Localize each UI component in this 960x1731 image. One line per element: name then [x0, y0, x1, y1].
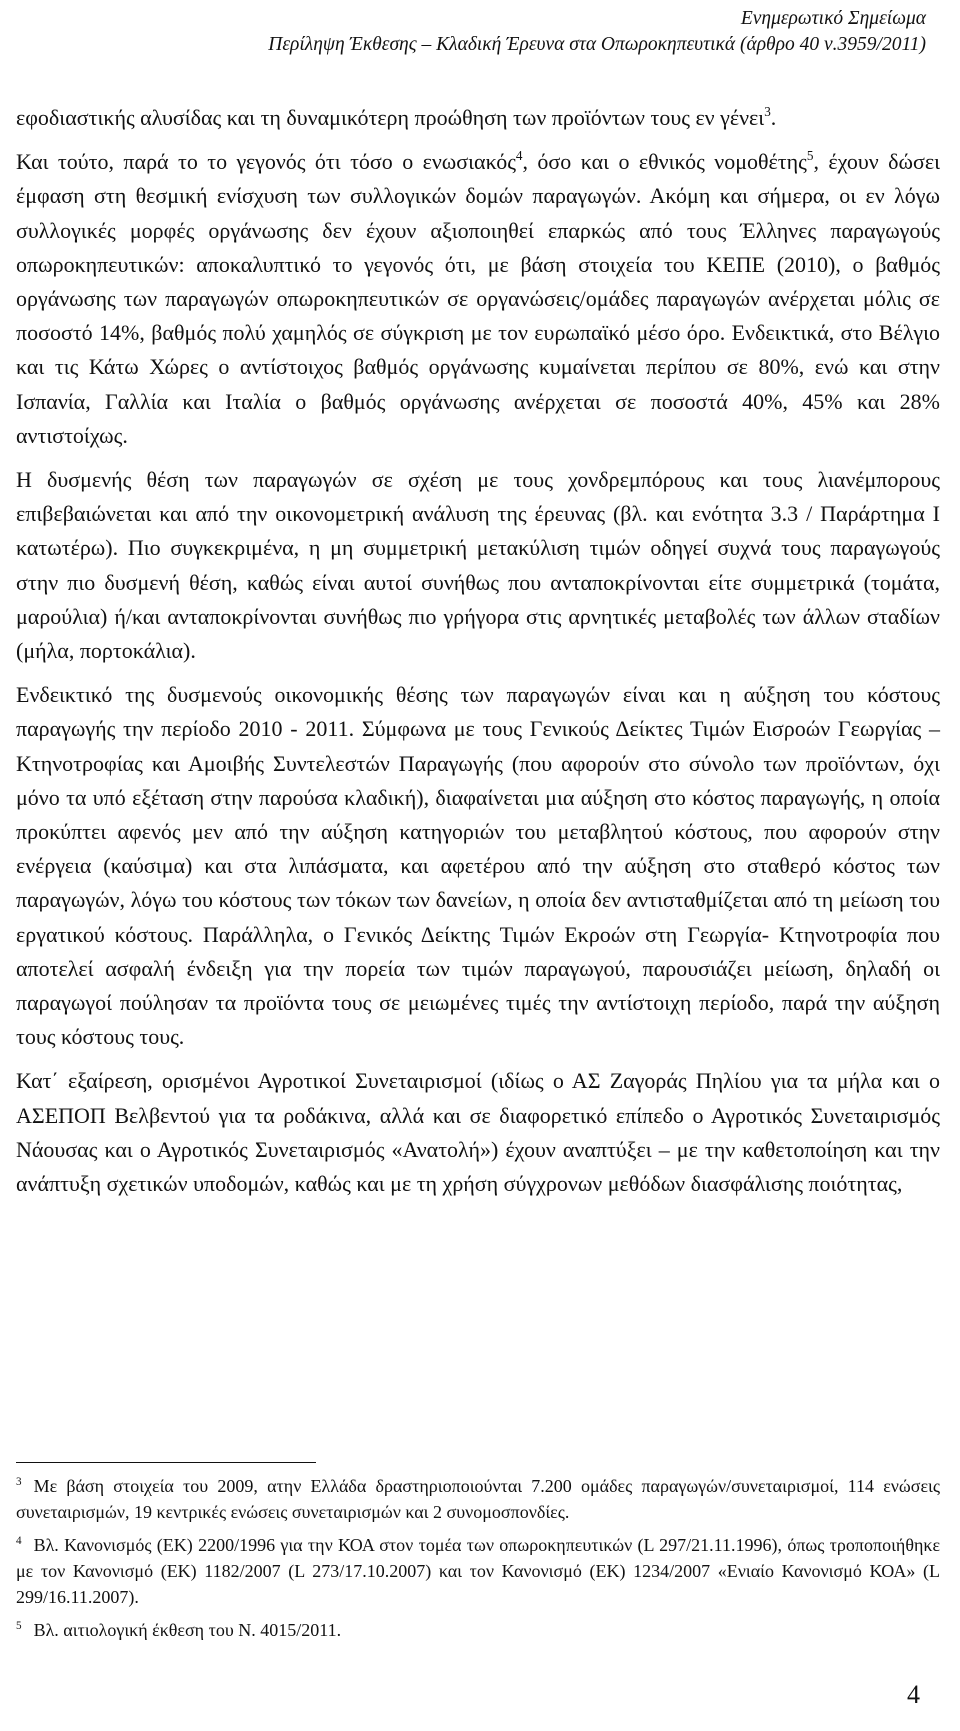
footnote-number: 5 — [16, 1620, 22, 1633]
footnote — [16, 1532, 940, 1610]
footnote-text: Βλ. αιτιολογική έκθεση του Ν. 4015/2011. — [33, 1620, 342, 1640]
running-header — [26, 6, 926, 58]
footnote — [16, 1473, 940, 1525]
paragraph-text: . — [770, 105, 777, 130]
main-text — [16, 101, 940, 1201]
paragraph-text: , όσο και ο εθνικός νομοθέτης — [522, 149, 807, 175]
footnote-ref[interactable]: 3 — [764, 103, 771, 119]
footnote-number: 3 — [16, 1476, 22, 1489]
paragraph: Κατ΄ εξαίρεση, ορισμένοι Αγροτικοί Συνεταιρισμοί (ιδίως ο ΑΣ Ζαγοράς Πηλίου για τα μήλα και ο ΑΣΕΠΟΠ Βελβεντού για τα ροδάκινα, αλλά και σε διαφορετικό επίπεδο ο Αγροτικός Συνεταιρισμός Νάουσας και ο Αγροτικός Συνεταιρισμός «Ανατολή») έχουν αναπτύξει – με την καθετοποίηση και την ανάπτυξη σχετικών υποδομών, καθώς και με τη χρήση σύγχρονων μεθόδων διασφάλισης ποιότητας, — [16, 1068, 940, 1197]
footnotes — [16, 1473, 940, 1650]
footnote-text: Βλ. Κανονισμός (ΕΚ) 2200/1996 για την ΚΟΑ στον τομέα των οπωροκηπευτικών (L 297/21.11.1996), όπως τροποποιήθηκε με τον Κανονισμό (ΕΚ) 1182/2007 (L 273/17.10.2007) και τον Κανονισμό (ΕΚ) 1234/2007 «Ενιαίο Κανονισμό ΚΟΑ» (L 299/16.11.2007). — [16, 1535, 940, 1607]
paragraph: Η δυσμενής θέση των παραγωγών σε σχέση με τους χονδρεμπόρους και τους λιανέμπορους επιβεβαιώνεται και από την οικονομετρική ανάλυση της έρευνας (βλ. και ενότητα 3.3 / Παράρτημα Ι κατωτέρω). Πιο συγκεκριμένα, η μη συμμετρική μετακύλιση τιμών οδηγεί συχνά τους παραγωγούς στην πιο δυσμενή θέση, καθώς είναι αυτοί συνήθως που ανταποκρίνονται είτε συμμετρικά (τομάτα, μαρούλια) ή/και ανταποκρίνονται συνήθως πιο γρήγορα στις αρνητικές μεταβολές των άλλων σταδίων (μήλα, πορτοκάλια). — [16, 467, 940, 664]
footnote-number: 4 — [16, 1535, 22, 1548]
footnote — [16, 1617, 940, 1643]
header-title: Ενημερωτικό Σημείωμα — [740, 8, 926, 29]
footnote-ref[interactable]: 5 — [806, 147, 814, 163]
footnote-ref[interactable]: 4 — [515, 147, 523, 163]
paragraph-text: , έχουν δώσει έμφαση στη θεσμική ενίσχυση των συλλογικών δομών παραγωγών. Ακόμη και σήμερα, οι εν λόγω συλλογικές μορφές οργάνωσης δεν έχουν αξιοποιηθεί επαρκώς από τους Έλληνες παραγωγούς οπωροκηπευτικών: αποκαλυπτικό το γεγονός ότι, με βάση στοιχεία του ΚΕΠΕ (2010), ο βαθμός οργάνωσης των παραγωγών οπωροκηπευτικών σε οργανώσεις/ομάδες παραγωγών ανέρχεται μόλις σε ποσοστό 14%, βαθμός πολύ χαμηλός σε σύγκριση με τον ευρωπαϊκό μέσο όρο. Ενδεικτικά, στο Βέλγιο και τις Κάτω Χώρες ο αντίστοιχος βαθμός οργάνωσης κυμαίνεται περίπου σε 80%, ενώ και στην Ισπανία, Γαλλία και Ιταλία ο βαθμός οργάνωσης ανέρχεται σε ποσοστά 40%, 45% και 28% αντιστοίχως. — [16, 149, 940, 448]
footnote-text: Με βάση στοιχεία του 2009, ατην Ελλάδα δραστηριοποιούνται 7.200 ομάδες παραγωγών/συνεταιρισμοί, 114 ενώσεις συνεταιρισμών, 19 κεντρικές ενώσεις συνεταιρισμών και 2 συνομοσπονδίες. — [16, 1476, 940, 1522]
header-subtitle: Περίληψη Έκθεσης – Κλαδική Έρευνα στα Οπωροκηπευτικά (άρθρο 40 ν.3959/2011) — [268, 34, 926, 55]
paragraph — [16, 101, 940, 135]
page-number: 4 — [907, 1680, 920, 1709]
paragraph: Ενδεικτικό της δυσμενούς οικονομικής θέσης των παραγωγών είναι και η αύξηση του κόστους παραγωγής την περίοδο 2010 - 2011. Σύμφωνα με τους Γενικούς Δείκτες Τιμών Εισροών Γεωργίας – Κτηνοτροφίας και Αμοιβής Συντελεστών Παραγωγής (που αφορούν στο σύνολο των προϊόντων, όχι μόνο τα υπό εξέταση στην παρούσα κλαδική), διαφαίνεται μια αύξηση στο κόστος παραγωγής, η οποία προκύπτει αφενός μεν από την αύξηση κατηγοριών του μεταβλητού κόστους, που αφορούν στην ενέργεια (καύσιμα) και στα λιπάσματα, και αφετέρου από την αύξηση στο σταθερό κόστος των παραγωγών, λόγω του κόστους των τόκων των δανείων, η οποία δεν αντισταθμίζεται από τη μείωση του εργατικού κόστους. Παράλληλα, ο Γενικός Δείκτης Τιμών Εκροών στη Γεωργία- Κτηνοτροφία που αποτελεί ασφαλή ένδειξη για την πορεία των τιμών παραγωγού, παρουσιάζει μείωση, δηλαδή οι παραγωγοί πούλησαν τα προϊόντα τους σε μειωμένες τιμές την αντίστοιχη περίοδο, παρά την αύξηση τους κόστους τους. — [16, 682, 940, 1050]
paragraph-text: εφοδιαστικής αλυσίδας και τη δυναμικότερη προώθηση των προϊόντων τους εν γένει — [16, 105, 765, 130]
paragraph-text: Και τούτο, παρά το το γεγονός ότι τόσο ο ενωσιακός — [16, 149, 516, 175]
footnote-separator — [16, 1462, 316, 1463]
paragraph — [16, 145, 940, 453]
